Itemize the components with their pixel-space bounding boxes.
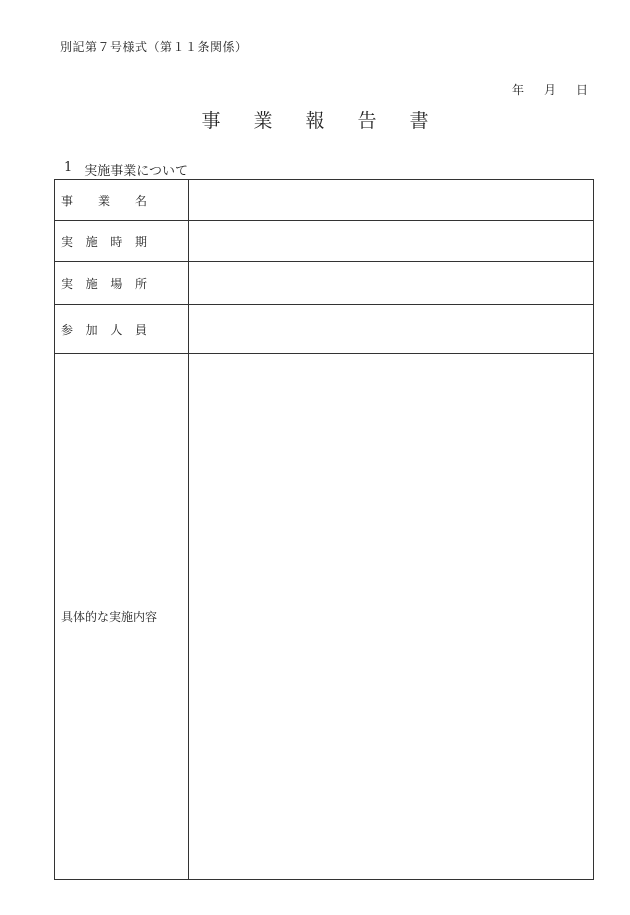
field-implementation-period[interactable] — [189, 221, 594, 262]
section-number: 1 — [64, 160, 73, 175]
document-title: 事業報告書 — [201, 110, 462, 132]
label-project-name — [55, 180, 189, 221]
report-table — [54, 179, 594, 880]
label-participants — [55, 305, 189, 354]
label-details: 具体的な実施内容 — [55, 354, 189, 880]
row-details — [55, 354, 594, 880]
label-text: 実 施 場 所 — [61, 276, 147, 291]
field-implementation-place[interactable] — [189, 262, 594, 305]
date-year-label: 年 — [511, 83, 524, 97]
field-participants[interactable] — [189, 305, 594, 354]
row-project-name — [55, 180, 594, 221]
date-line — [512, 81, 588, 98]
label-implementation-place — [55, 262, 189, 305]
label-implementation-period — [55, 221, 189, 262]
row-participants — [55, 305, 594, 354]
row-implementation-place — [55, 262, 594, 305]
field-project-name[interactable] — [189, 180, 594, 221]
row-implementation-period — [55, 221, 594, 262]
section-heading — [64, 160, 188, 179]
label-text: 参 加 人 員 — [61, 322, 147, 337]
field-details[interactable] — [189, 354, 594, 880]
section-title: 実施事業について — [84, 164, 189, 179]
label-text: 事 業 名 — [61, 193, 147, 208]
date-month-label: 月 — [543, 83, 556, 97]
label-text: 実 施 時 期 — [61, 234, 147, 249]
form-reference: 別記第７号様式（第１１条関係） — [60, 40, 248, 54]
date-day-label: 日 — [575, 83, 588, 97]
